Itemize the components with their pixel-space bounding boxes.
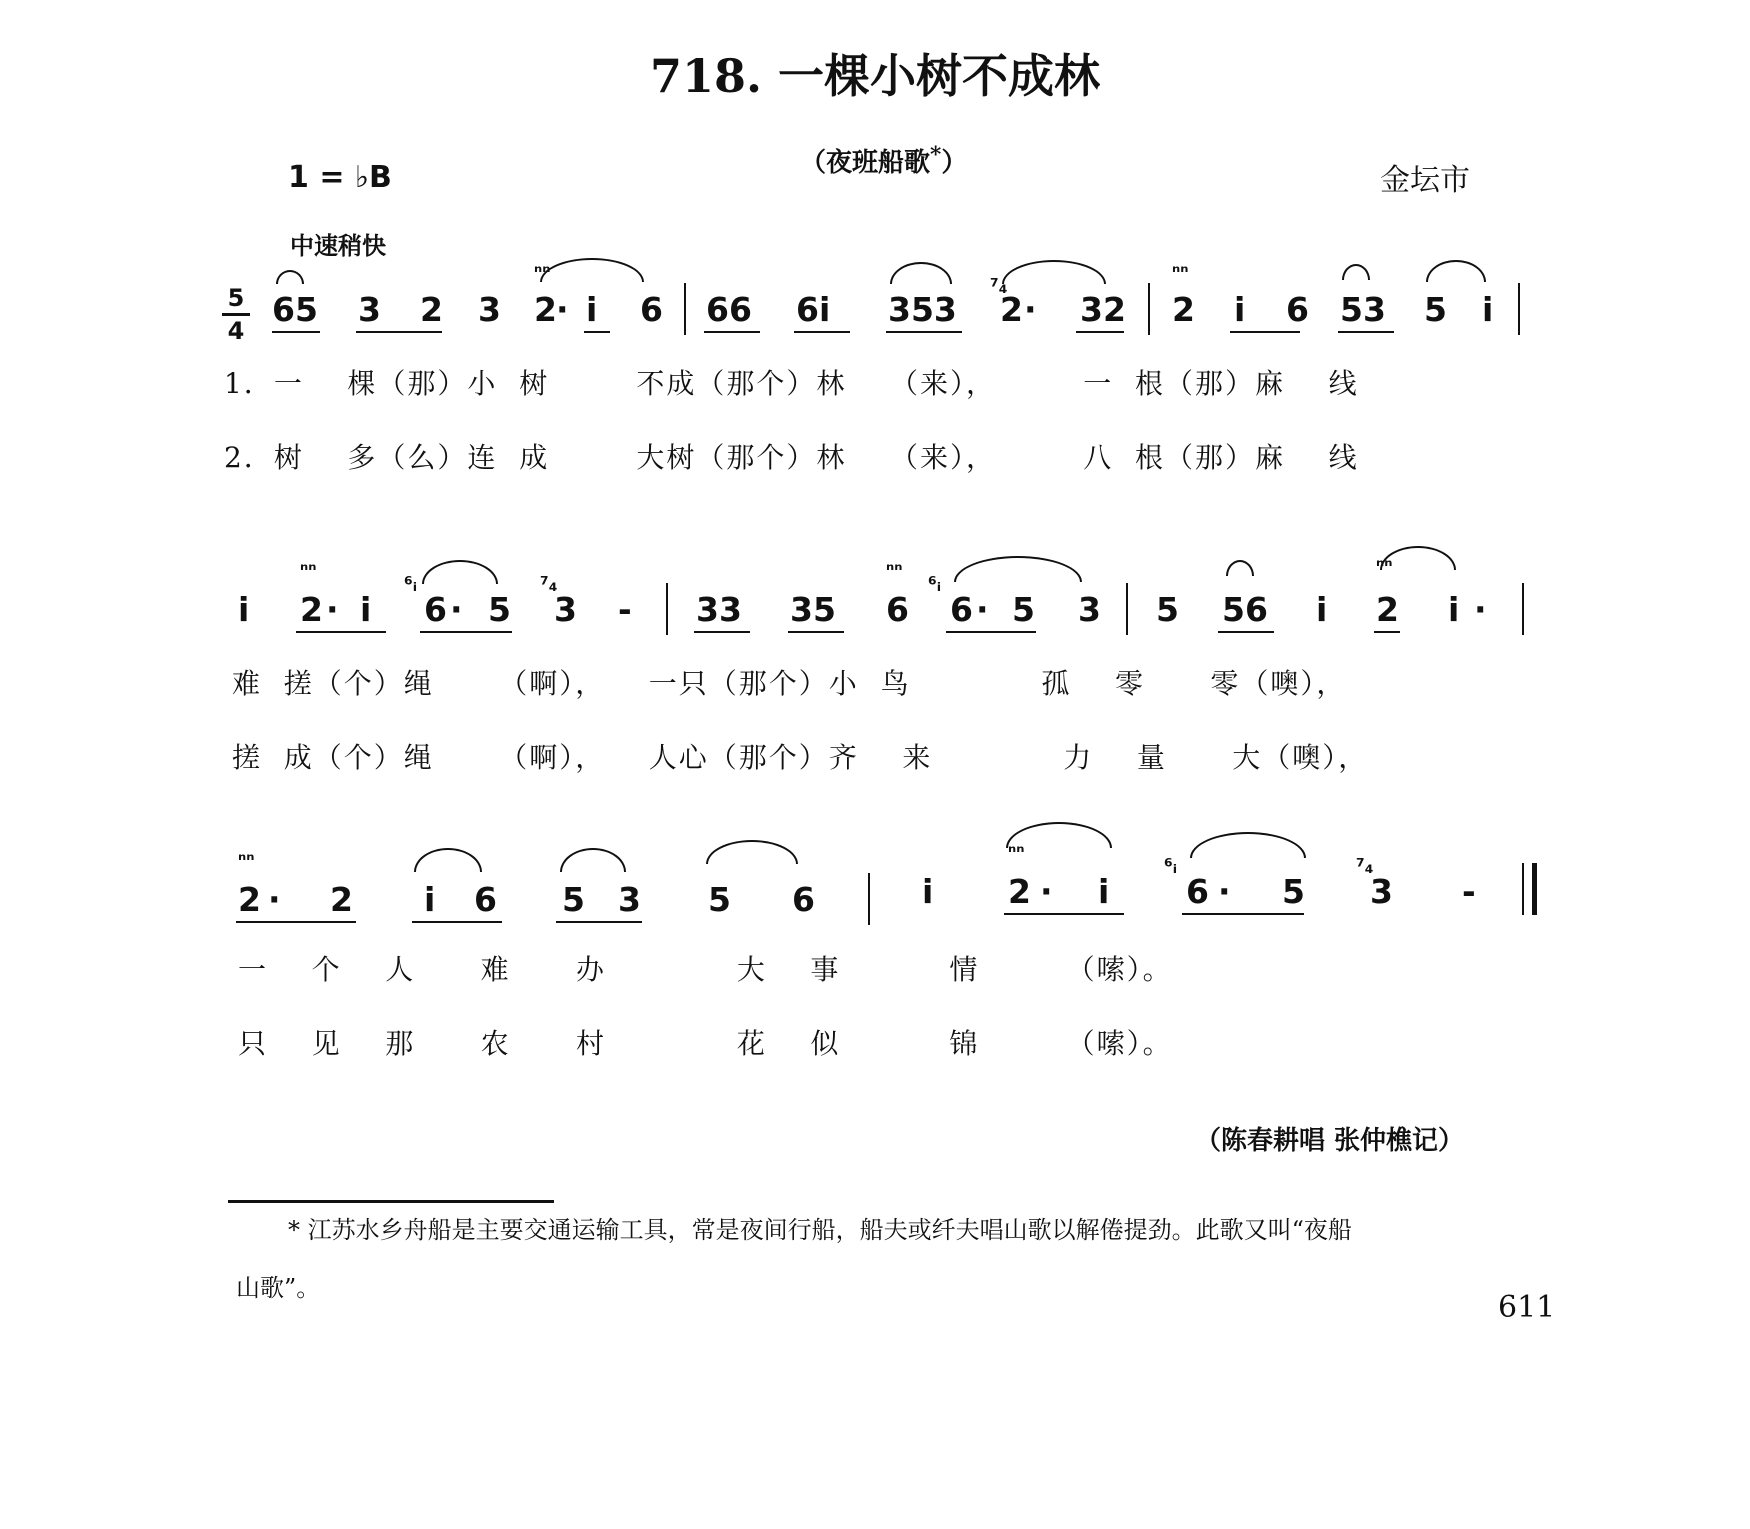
note: 2	[330, 880, 353, 919]
trill-mark: ⁿⁿ	[300, 560, 317, 581]
note-dot: ·	[1474, 590, 1487, 629]
lyric-line: 一 个 人 难 办 大 事 情 （嗦）。	[238, 953, 1173, 986]
time-signature-bottom: 4	[227, 317, 245, 345]
note-dot: ·	[1218, 872, 1231, 911]
trill-mark: ⁿⁿ	[534, 262, 551, 283]
slur	[1342, 264, 1370, 280]
grace-note: ⁶ᵢ	[404, 572, 418, 596]
slur	[276, 270, 304, 284]
lyric-line: 1．一 棵（那）小 树 不成（那个）林 （来）， 一 根（那）麻 线	[224, 367, 1359, 400]
note: 2	[534, 290, 557, 329]
note: 3	[358, 290, 381, 329]
time-signature-top: 5	[227, 284, 245, 312]
bar-line	[666, 583, 668, 635]
note: 6	[640, 290, 663, 329]
beam-underline	[1218, 631, 1274, 633]
slur	[706, 840, 798, 864]
note-dot: ·	[1024, 290, 1037, 329]
slur	[1426, 260, 1486, 282]
lyric-line: 难 搓（个）绳 （啊）， 一只（那个）小 鸟 孤 零 零（噢），	[232, 667, 1347, 700]
beam-underline	[704, 331, 760, 333]
note: 2	[300, 590, 323, 629]
note: i	[1234, 290, 1246, 329]
page-number: 611	[1498, 1290, 1556, 1325]
beam-underline	[794, 331, 850, 333]
trill-mark: ⁿⁿ	[238, 850, 255, 871]
note: i	[1316, 590, 1328, 629]
subtitle-close: ）	[941, 148, 968, 178]
note-dot: ·	[976, 590, 989, 629]
note: i	[238, 590, 250, 629]
beam-underline	[1004, 913, 1124, 915]
credits: （陈春耕唱 张仲樵记）	[1195, 1126, 1465, 1156]
note: 2	[238, 880, 261, 919]
note: i	[424, 880, 436, 919]
note: 32	[1080, 290, 1126, 329]
beam-underline	[788, 631, 844, 633]
note: 5	[1424, 290, 1447, 329]
note: 6	[424, 590, 447, 629]
note: i	[1448, 590, 1460, 629]
note: 66	[706, 290, 752, 329]
note: 33	[696, 590, 742, 629]
trill-mark: ⁿⁿ	[886, 560, 903, 581]
time-signature	[222, 285, 250, 344]
note: 6	[950, 590, 973, 629]
grace-note: ⁷₄	[540, 572, 558, 596]
note: 2	[1172, 290, 1195, 329]
beam-underline	[946, 631, 1036, 633]
beam-underline	[420, 631, 512, 633]
trill-mark: ⁿⁿ	[1376, 556, 1393, 577]
lyric-line: 2．树 多（么）连 成 大树（那个）林 （来）， 八 根（那）麻 线	[224, 441, 1359, 474]
note: 5	[488, 590, 511, 629]
grace-note: ⁶ᵢ	[1164, 854, 1178, 878]
note: 2	[420, 290, 443, 329]
note: i	[922, 872, 934, 911]
bar-line	[1518, 283, 1520, 335]
beam-underline	[236, 921, 356, 923]
note: 2	[1000, 290, 1023, 329]
final-bar-line-thick	[1532, 863, 1537, 915]
note: 5	[1282, 872, 1305, 911]
slur	[954, 556, 1082, 582]
footnote-line-1: * 江苏水乡舟船是主要交通运输工具，常是夜间行船，船夫或纤夫唱山歌以解倦提劲。此歌又叫“夜船	[288, 1216, 1352, 1244]
slur	[1002, 260, 1106, 284]
note: 2	[1376, 590, 1399, 629]
beam-underline	[1338, 331, 1394, 333]
note-dot: ·	[1040, 872, 1053, 911]
beam-underline	[1374, 631, 1400, 633]
note: 5	[1012, 590, 1035, 629]
note: 3	[1078, 590, 1101, 629]
note: 6i	[796, 290, 831, 329]
region-label: 金坛市	[1380, 163, 1470, 198]
slur	[560, 848, 626, 872]
bar-line	[868, 873, 870, 925]
slur	[414, 848, 482, 872]
note: 353	[888, 290, 957, 329]
note: -	[618, 590, 632, 629]
slur	[890, 262, 952, 284]
note: 2	[1008, 872, 1031, 911]
bar-line	[1148, 283, 1150, 335]
note: 3	[618, 880, 641, 919]
footnote-line-2: 山歌”。	[236, 1274, 321, 1302]
note-dot: ·	[326, 590, 339, 629]
note: 35	[790, 590, 836, 629]
subtitle-text: （夜班船歌	[800, 148, 931, 178]
tempo-marking: 中速稍快	[290, 231, 386, 260]
beam-underline	[412, 921, 502, 923]
note: 56	[1222, 590, 1268, 629]
note: 6	[792, 880, 815, 919]
slur	[1190, 832, 1306, 858]
lyric-line: 搓 成（个）绳 （啊）， 人心（那个）齐 来 力 量 大（噢），	[232, 741, 1369, 774]
slur	[540, 258, 644, 282]
note: 53	[1340, 290, 1386, 329]
slur	[1226, 560, 1254, 576]
beam-underline	[584, 331, 610, 333]
beam-underline	[296, 631, 386, 633]
note-dot: ·	[268, 880, 281, 919]
beam-underline	[272, 331, 320, 333]
note: 3	[1370, 872, 1393, 911]
beam-underline	[886, 331, 962, 333]
song-title: 718. 一棵小树不成林	[649, 49, 1101, 103]
final-bar-line	[1522, 863, 1524, 915]
slur	[422, 560, 498, 584]
note: 5	[562, 880, 585, 919]
note-dot: ·	[450, 590, 463, 629]
footnote-divider	[228, 1200, 554, 1203]
note: 3	[478, 290, 501, 329]
note-dot: ·	[556, 290, 569, 329]
note: 65	[272, 290, 318, 329]
bar-line	[684, 283, 686, 335]
note: 5	[708, 880, 731, 919]
beam-underline	[356, 331, 442, 333]
bar-line	[1522, 583, 1524, 635]
note: i	[1098, 872, 1110, 911]
grace-note: ⁷₄	[1356, 854, 1374, 878]
grace-note: ⁷₄	[990, 274, 1008, 298]
beam-underline	[1182, 913, 1304, 915]
note: -	[1462, 872, 1476, 911]
note: 3	[554, 590, 577, 629]
lyric-line: 只 见 那 农 村 花 似 锦 （嗦）。	[238, 1027, 1173, 1060]
note: i	[586, 290, 598, 329]
footnote-mark: *	[930, 142, 942, 168]
note: 6	[474, 880, 497, 919]
time-signature-line	[222, 313, 250, 316]
note: i	[1482, 290, 1494, 329]
song-subtitle	[800, 142, 967, 179]
beam-underline	[556, 921, 642, 923]
beam-underline	[1230, 331, 1300, 333]
beam-underline	[1076, 331, 1124, 333]
key-signature: 1 = ♭B	[288, 160, 392, 195]
grace-note: ⁶ᵢ	[928, 572, 942, 596]
note: 6	[886, 590, 909, 629]
note: 6	[1186, 872, 1209, 911]
note: i	[360, 590, 372, 629]
trill-mark: ⁿⁿ	[1172, 262, 1189, 283]
note: 6	[1286, 290, 1309, 329]
bar-line	[1126, 583, 1128, 635]
beam-underline	[694, 631, 750, 633]
note: 5	[1156, 590, 1179, 629]
trill-mark: ⁿⁿ	[1008, 842, 1025, 863]
